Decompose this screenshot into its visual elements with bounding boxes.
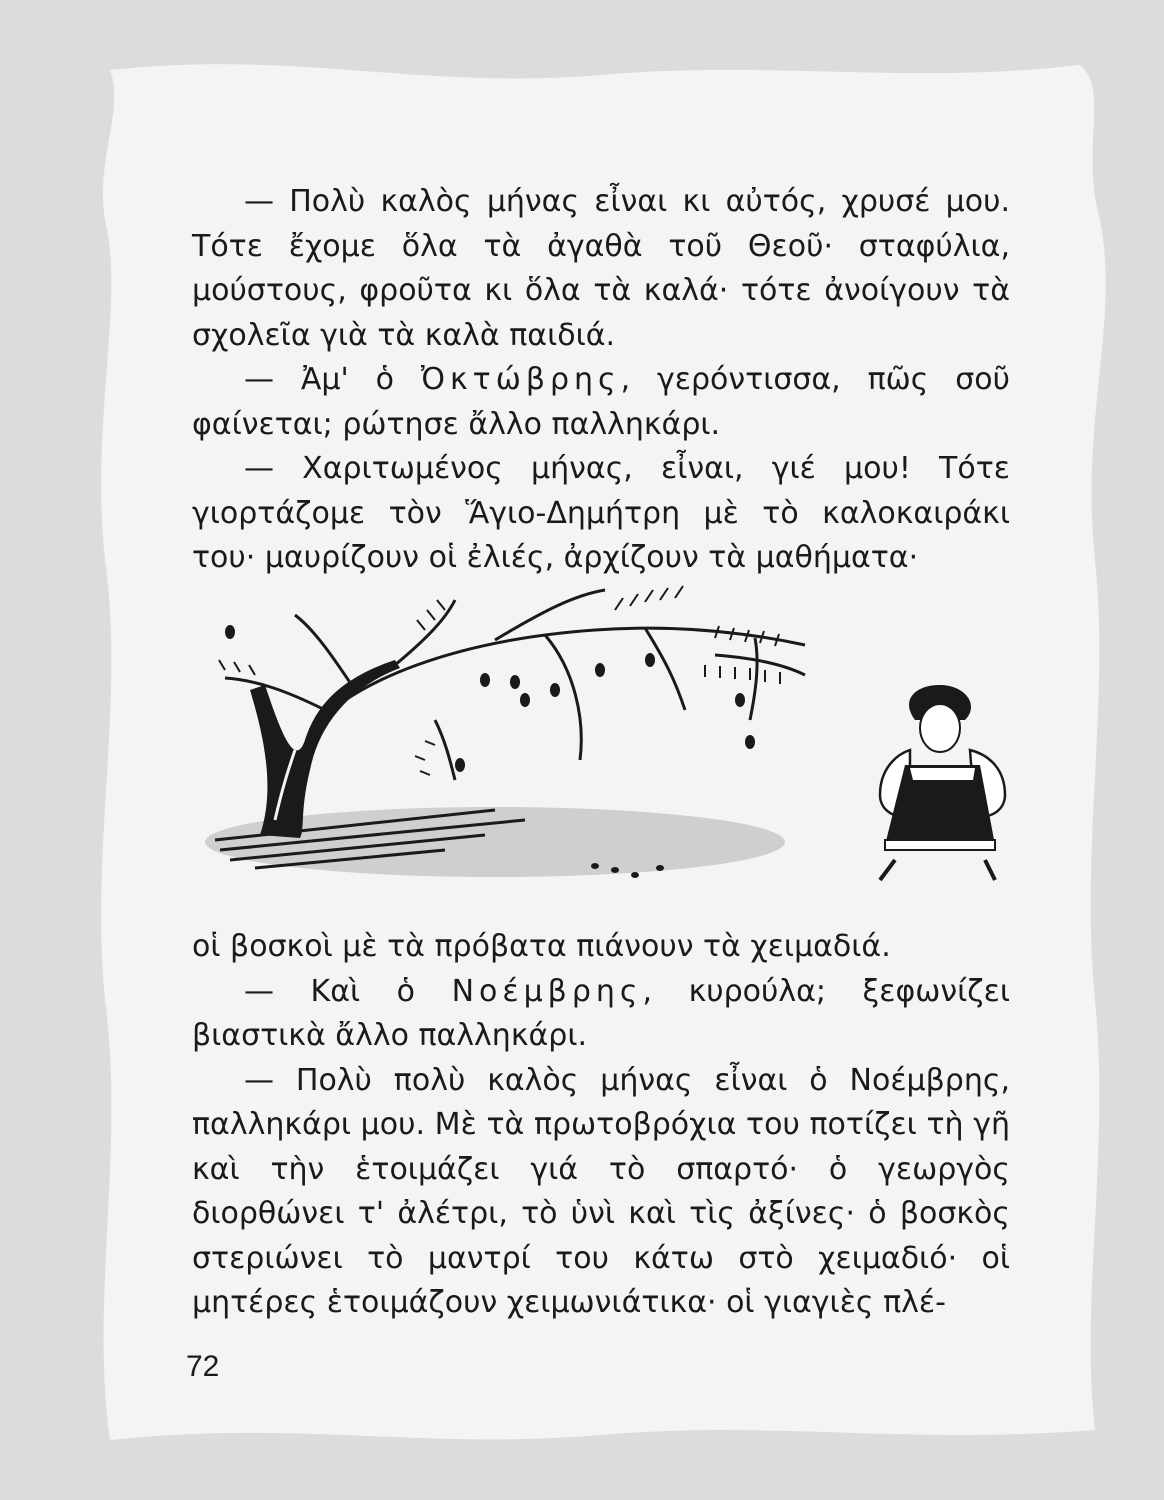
upper-text [192,180,1010,581]
month-november: Νοέμβρης [451,973,643,1009]
paragraph-1: — Πολὺ καλὸς μήνας εἶναι κι αὐτός, χρυσέ μου. Τότε ἔχομε ὅλα τὰ ἀγαθὰ τοῦ Θεοῦ· σταφύλια, μούστους, φροῦτα κι ὅλα τὰ καλά· τότε ἀνοίγουν τὰ σχολεῖα γιὰ τὰ καλὰ παιδιά. [192,184,1010,353]
paragraph-3: — Χαριτωμένος μήνας, εἶναι, γιέ μου! Τότε γιορτάζομε τὸν Ἅγιο-Δημήτρη μὲ τὸ καλοκαιράκι του· μαυρίζουν οἱ ἐλιές, ἀρχίζουν τὰ μαθήματα· [192,451,1010,575]
olive-tree-girl-illustration [195,570,1025,905]
paragraph-5-start: — Καὶ ὁ [244,973,416,1009]
paragraph-2 [192,358,1010,447]
paragraph-2-end: , γερόντισσα, πῶς σοῦ φαίνεται; ρώτησε ἄλλο παλληκάρι. [192,362,1010,442]
girl-figure [880,685,1005,880]
paragraph-4: οἱ βοσκοὶ μὲ τὰ πρόβατα πιάνουν τὰ χειμαδιά. [192,929,891,964]
paragraph-2-start: — Ἀμ' ὁ [244,362,394,397]
lower-text [192,925,1010,1326]
month-october: Ὀκτώβρης [420,362,621,397]
paragraph-5 [192,970,1010,1059]
page-number: 72 [186,1350,220,1383]
paragraph-5-end: , κυρούλα; ξεφωνίζει βιαστικὰ ἄλλο παλληκάρι. [192,973,1010,1053]
paragraph-6: — Πολὺ πολὺ καλὸς μήνας εἶναι ὁ Νοέμβρης, παλληκάρι μου. Μὲ τὰ πρωτοβρόχια του ποτίζει τὴ γῆ καὶ τὴν ἑτοιμάζει γιά τὸ σπαρτό· ὁ γεωργὸς διορθώνει τ' ἀλέτρι, τὸ ὑνὶ καὶ τὶς ἀξίνες· ὁ βοσκὸς στεριώνει τὸ μαντρί του κάτω στὸ χειμαδιό· οἱ μητέρες ἑτοιμάζουν χειμωνιάτικα· οἱ γιαγιὲς πλέ- [192,1062,1010,1320]
